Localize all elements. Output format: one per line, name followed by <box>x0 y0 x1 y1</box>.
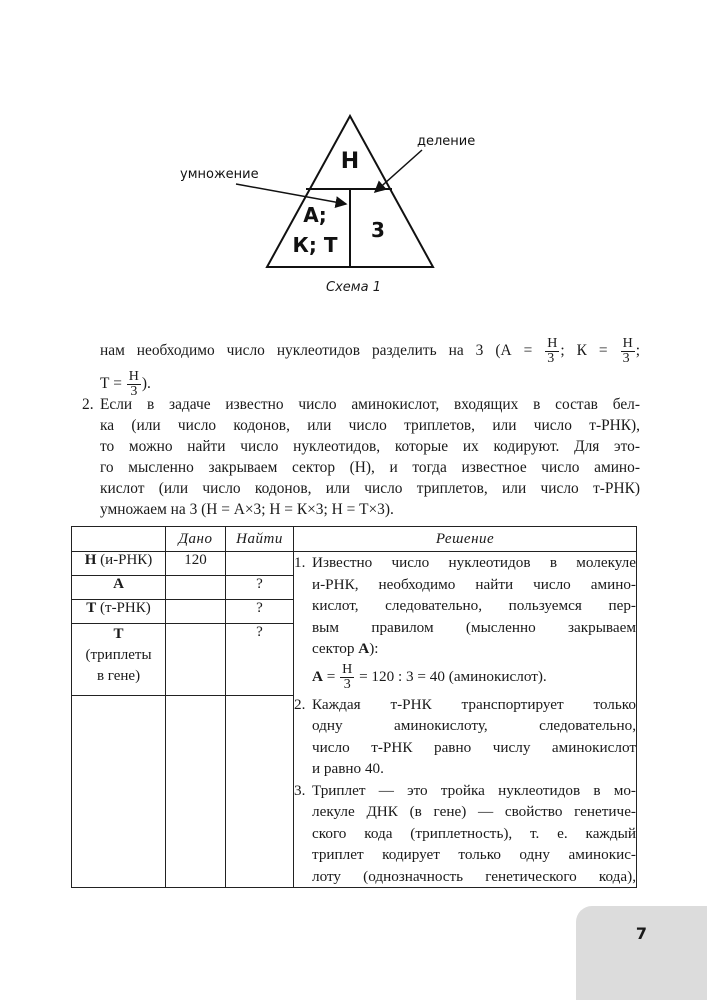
p1-t-eq: Т = <box>100 375 122 392</box>
p1-sep1: ; К = <box>560 342 608 359</box>
p1-sep2: ; <box>635 342 640 359</box>
rule-2-line: то можно найти число нуклеотидов, которые их кодируют. Для это- <box>100 438 640 455</box>
empty-cell <box>226 696 294 888</box>
given-cell <box>166 600 226 624</box>
find-cell: ? <box>226 600 294 624</box>
header-find: Найти <box>226 527 294 552</box>
rule-2-line: ка (или число кодонов, или число триплетов, или число т-РНК), <box>100 417 640 434</box>
quantity-cell: Т (т-РНК) <box>72 600 166 624</box>
solution-item-3: 3. Триплет — это тройка нуклеотидов в мо- лекуле ДНК (в гене) — свойство генетиче- ского кода (триплетность), т. е. каждый триплет кодирует только одну аминокис- лоту (однозначность генетического кода), <box>294 781 636 885</box>
table-header-row <box>72 527 637 552</box>
empty-cell <box>166 696 226 888</box>
arrow-divide <box>375 150 422 192</box>
task-table <box>71 526 636 885</box>
label-multiply: умножение <box>180 167 259 182</box>
solution-cell <box>294 552 637 888</box>
paragraph-rule-1-end <box>100 333 640 399</box>
sector-3: 3 <box>371 218 385 242</box>
given-cell <box>166 576 226 600</box>
fraction-h-over-3: $\frac{Н}{3}$ <box>622 335 633 366</box>
find-cell: ? <box>226 576 294 600</box>
arrow-multiply <box>236 184 346 204</box>
paragraph-rule-2 <box>82 394 640 520</box>
sector-n: Н <box>340 149 360 174</box>
rule-2-line: умножаем на 3 (Н = А×3; Н = К×3; Н = Т×3). <box>100 501 394 518</box>
p1-text-start: нам необходимо число нуклеотидов разделить на 3 (А = <box>100 342 533 359</box>
given-cell <box>166 624 226 696</box>
solution-item-2: 2. Каждая т-РНК транспортирует только одну аминокислоту, следовательно, число т-РНК равно числу аминокислот и равно 40. <box>294 695 636 777</box>
p1-close: ). <box>141 375 151 392</box>
solution-item-1: 1. Известно число нуклеотидов в молекуле и-РНК, необходимо найти число амино- кислот, следовательно, пользуемся пер- вым правилом (мысленно закрываем сектор А): А = $\frac{Н}{3}$ = 120 : 3 = 40 (аминокислот). <box>294 554 636 692</box>
scheme-caption: Схема 1 <box>326 280 381 295</box>
given-cell: 120 <box>166 552 226 576</box>
rule-2-number: 2. <box>82 396 94 413</box>
header-solution: Решение <box>294 527 637 552</box>
header-empty <box>72 527 166 552</box>
sector-a-line2: К; Т <box>292 233 338 257</box>
quantity-cell: Т (триплеты в гене) <box>72 624 166 696</box>
sector-a-line1: А; <box>303 203 327 227</box>
find-cell <box>226 552 294 576</box>
rule-2-line: Если в задаче известно число аминокислот, входящих в состав бел- <box>100 396 640 413</box>
rule-2-line: го мысленно закрываем сектор (Н), и тогда известное число амино- <box>100 459 640 476</box>
fraction-h-over-3: $\frac{Н}{3}$ <box>128 368 139 399</box>
table-row <box>72 552 637 576</box>
empty-cell <box>72 696 166 888</box>
page-number: 7 <box>635 924 648 943</box>
formula-a: А = $\frac{Н}{3}$ = 120 : 3 = 40 (аминокислот). <box>312 661 547 692</box>
scheme-1-diagram <box>160 100 476 300</box>
page-number-tab <box>576 906 707 1000</box>
fraction-h-over-3: $\frac{Н}{3}$ <box>547 335 558 366</box>
quantity-cell: Н (и-РНК) <box>72 552 166 576</box>
rule-2-line: кислот (или число кодонов, или число триплетов, или число т-РНК) <box>100 480 640 497</box>
quantity-cell: А <box>72 576 166 600</box>
header-given: Дано <box>166 527 226 552</box>
label-divide: деление <box>417 134 476 149</box>
find-cell: ? <box>226 624 294 696</box>
